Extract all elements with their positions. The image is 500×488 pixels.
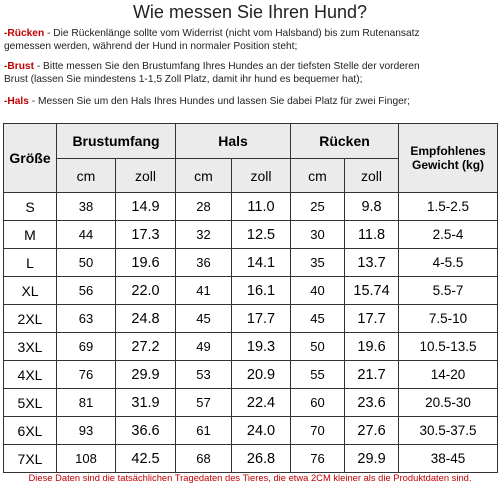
note-neck: [4, 96, 410, 109]
back-in-cell: 19.6: [345, 333, 399, 361]
neck-in-cell: 17.7: [232, 305, 291, 333]
chest-cm-cell: 50: [57, 249, 116, 277]
neck-cm-cell: 28: [176, 193, 232, 221]
size-cell: 3XL: [4, 333, 57, 361]
back-cm-cell: 50: [291, 333, 345, 361]
chest-cm-cell: 44: [57, 221, 116, 249]
unit-header: zoll: [232, 159, 291, 193]
note-neck-label: -Hals: [4, 96, 29, 107]
table-row: [4, 445, 498, 473]
table-row: [4, 389, 498, 417]
neck-in-cell: 16.1: [232, 277, 291, 305]
unit-header: cm: [291, 159, 345, 193]
size-cell: S: [4, 193, 57, 221]
table-row: [4, 417, 498, 445]
neck-in-cell: 26.8: [232, 445, 291, 473]
neck-cm-cell: 57: [176, 389, 232, 417]
weight-cell: 14-20: [399, 361, 498, 389]
back-group-header: Rücken: [291, 124, 399, 159]
table-row: [4, 249, 498, 277]
chest-in-cell: 42.5: [116, 445, 176, 473]
table-row: [4, 333, 498, 361]
back-in-cell: 17.7: [345, 305, 399, 333]
chest-in-cell: 24.8: [116, 305, 176, 333]
weight-cell: 7.5-10: [399, 305, 498, 333]
chest-cm-cell: 38: [57, 193, 116, 221]
note-chest-text-line2: Brust (lassen Sie mindestens 1-1,5 Zoll Platz, damit ihr hund es bequemer hat);: [4, 73, 363, 85]
chest-cm-cell: 108: [57, 445, 116, 473]
back-in-cell: 27.6: [345, 417, 399, 445]
neck-cm-cell: 49: [176, 333, 232, 361]
note-chest: [4, 61, 420, 86]
neck-cm-cell: 68: [176, 445, 232, 473]
neck-in-cell: 14.1: [232, 249, 291, 277]
back-cm-cell: 40: [291, 277, 345, 305]
table-row: [4, 361, 498, 389]
unit-header: cm: [176, 159, 232, 193]
back-in-cell: 29.9: [345, 445, 399, 473]
neck-cm-cell: 41: [176, 277, 232, 305]
size-cell: 6XL: [4, 417, 57, 445]
weight-cell: 30.5-37.5: [399, 417, 498, 445]
note-chest-label: -Brust: [4, 61, 34, 72]
weight-cell: 2.5-4: [399, 221, 498, 249]
chest-in-cell: 31.9: [116, 389, 176, 417]
size-cell: L: [4, 249, 57, 277]
neck-group-header: Hals: [176, 124, 291, 159]
size-cell: 2XL: [4, 305, 57, 333]
unit-header: cm: [57, 159, 116, 193]
size-table: [3, 123, 498, 473]
back-cm-cell: 70: [291, 417, 345, 445]
chest-in-cell: 36.6: [116, 417, 176, 445]
neck-in-cell: 22.4: [232, 389, 291, 417]
weight-cell: 1.5-2.5: [399, 193, 498, 221]
neck-cm-cell: 53: [176, 361, 232, 389]
back-cm-cell: 55: [291, 361, 345, 389]
back-in-cell: 21.7: [345, 361, 399, 389]
table-row: [4, 305, 498, 333]
back-cm-cell: 25: [291, 193, 345, 221]
weight-cell: 38-45: [399, 445, 498, 473]
size-cell: M: [4, 221, 57, 249]
weight-column-header: Empfohlenes Gewicht (kg): [399, 124, 498, 193]
size-cell: 5XL: [4, 389, 57, 417]
chest-in-cell: 29.9: [116, 361, 176, 389]
neck-cm-cell: 61: [176, 417, 232, 445]
back-in-cell: 13.7: [345, 249, 399, 277]
chest-cm-cell: 63: [57, 305, 116, 333]
neck-in-cell: 19.3: [232, 333, 291, 361]
note-back: [4, 28, 420, 53]
back-in-cell: 15.74: [345, 277, 399, 305]
note-back-text: - Die Rückenlänge sollte vom Widerrist (nicht vom Halsband) bis zum Rutenansatz: [44, 28, 420, 39]
chest-cm-cell: 81: [57, 389, 116, 417]
back-cm-cell: 60: [291, 389, 345, 417]
weight-cell: 4-5.5: [399, 249, 498, 277]
neck-cm-cell: 36: [176, 249, 232, 277]
neck-in-cell: 12.5: [232, 221, 291, 249]
note-back-label: -Rücken: [4, 28, 45, 39]
chest-in-cell: 14.9: [116, 193, 176, 221]
neck-in-cell: 11.0: [232, 193, 291, 221]
chest-cm-cell: 69: [57, 333, 116, 361]
back-cm-cell: 30: [291, 221, 345, 249]
back-cm-cell: 76: [291, 445, 345, 473]
weight-cell: 20.5-30: [399, 389, 498, 417]
neck-cm-cell: 32: [176, 221, 232, 249]
chest-in-cell: 19.6: [116, 249, 176, 277]
chest-cm-cell: 76: [57, 361, 116, 389]
note-neck-text: - Messen Sie um den Hals Ihres Hundes und lassen Sie dabei Platz für zwei Finger;: [28, 96, 411, 107]
table-row: [4, 221, 498, 249]
table-row: [4, 277, 498, 305]
back-in-cell: 11.8: [345, 221, 399, 249]
chest-cm-cell: 56: [57, 277, 116, 305]
weight-cell: 10.5-13.5: [399, 333, 498, 361]
back-cm-cell: 45: [291, 305, 345, 333]
unit-header: zoll: [116, 159, 176, 193]
size-cell: 4XL: [4, 361, 57, 389]
footer-note: Diese Daten sind die tatsächlichen Tragedaten des Tieres, die etwa 2CM kleiner als die Produktdaten sind.: [28, 472, 472, 483]
chest-group-header: Brustumfang: [57, 124, 176, 159]
back-in-cell: 23.6: [345, 389, 399, 417]
chest-in-cell: 22.0: [116, 277, 176, 305]
size-cell: 7XL: [4, 445, 57, 473]
neck-cm-cell: 45: [176, 305, 232, 333]
neck-in-cell: 24.0: [232, 417, 291, 445]
chest-in-cell: 27.2: [116, 333, 176, 361]
neck-in-cell: 20.9: [232, 361, 291, 389]
table-row: [4, 193, 498, 221]
chest-cm-cell: 93: [57, 417, 116, 445]
size-cell: XL: [4, 277, 57, 305]
note-back-text-line2: gemessen werden, während der Hund in normaler Position steht;: [4, 40, 298, 52]
size-column-header: Größe: [4, 124, 57, 193]
page-title: Wie messen Sie Ihren Hund?: [132, 2, 368, 22]
weight-cell: 5.5-7: [399, 277, 498, 305]
unit-header: zoll: [345, 159, 399, 193]
back-in-cell: 9.8: [345, 193, 399, 221]
chest-in-cell: 17.3: [116, 221, 176, 249]
back-cm-cell: 35: [291, 249, 345, 277]
note-chest-text: - Bitte messen Sie den Brustumfang Ihres Hundes an der tiefsten Stelle der vorderen: [34, 61, 420, 72]
